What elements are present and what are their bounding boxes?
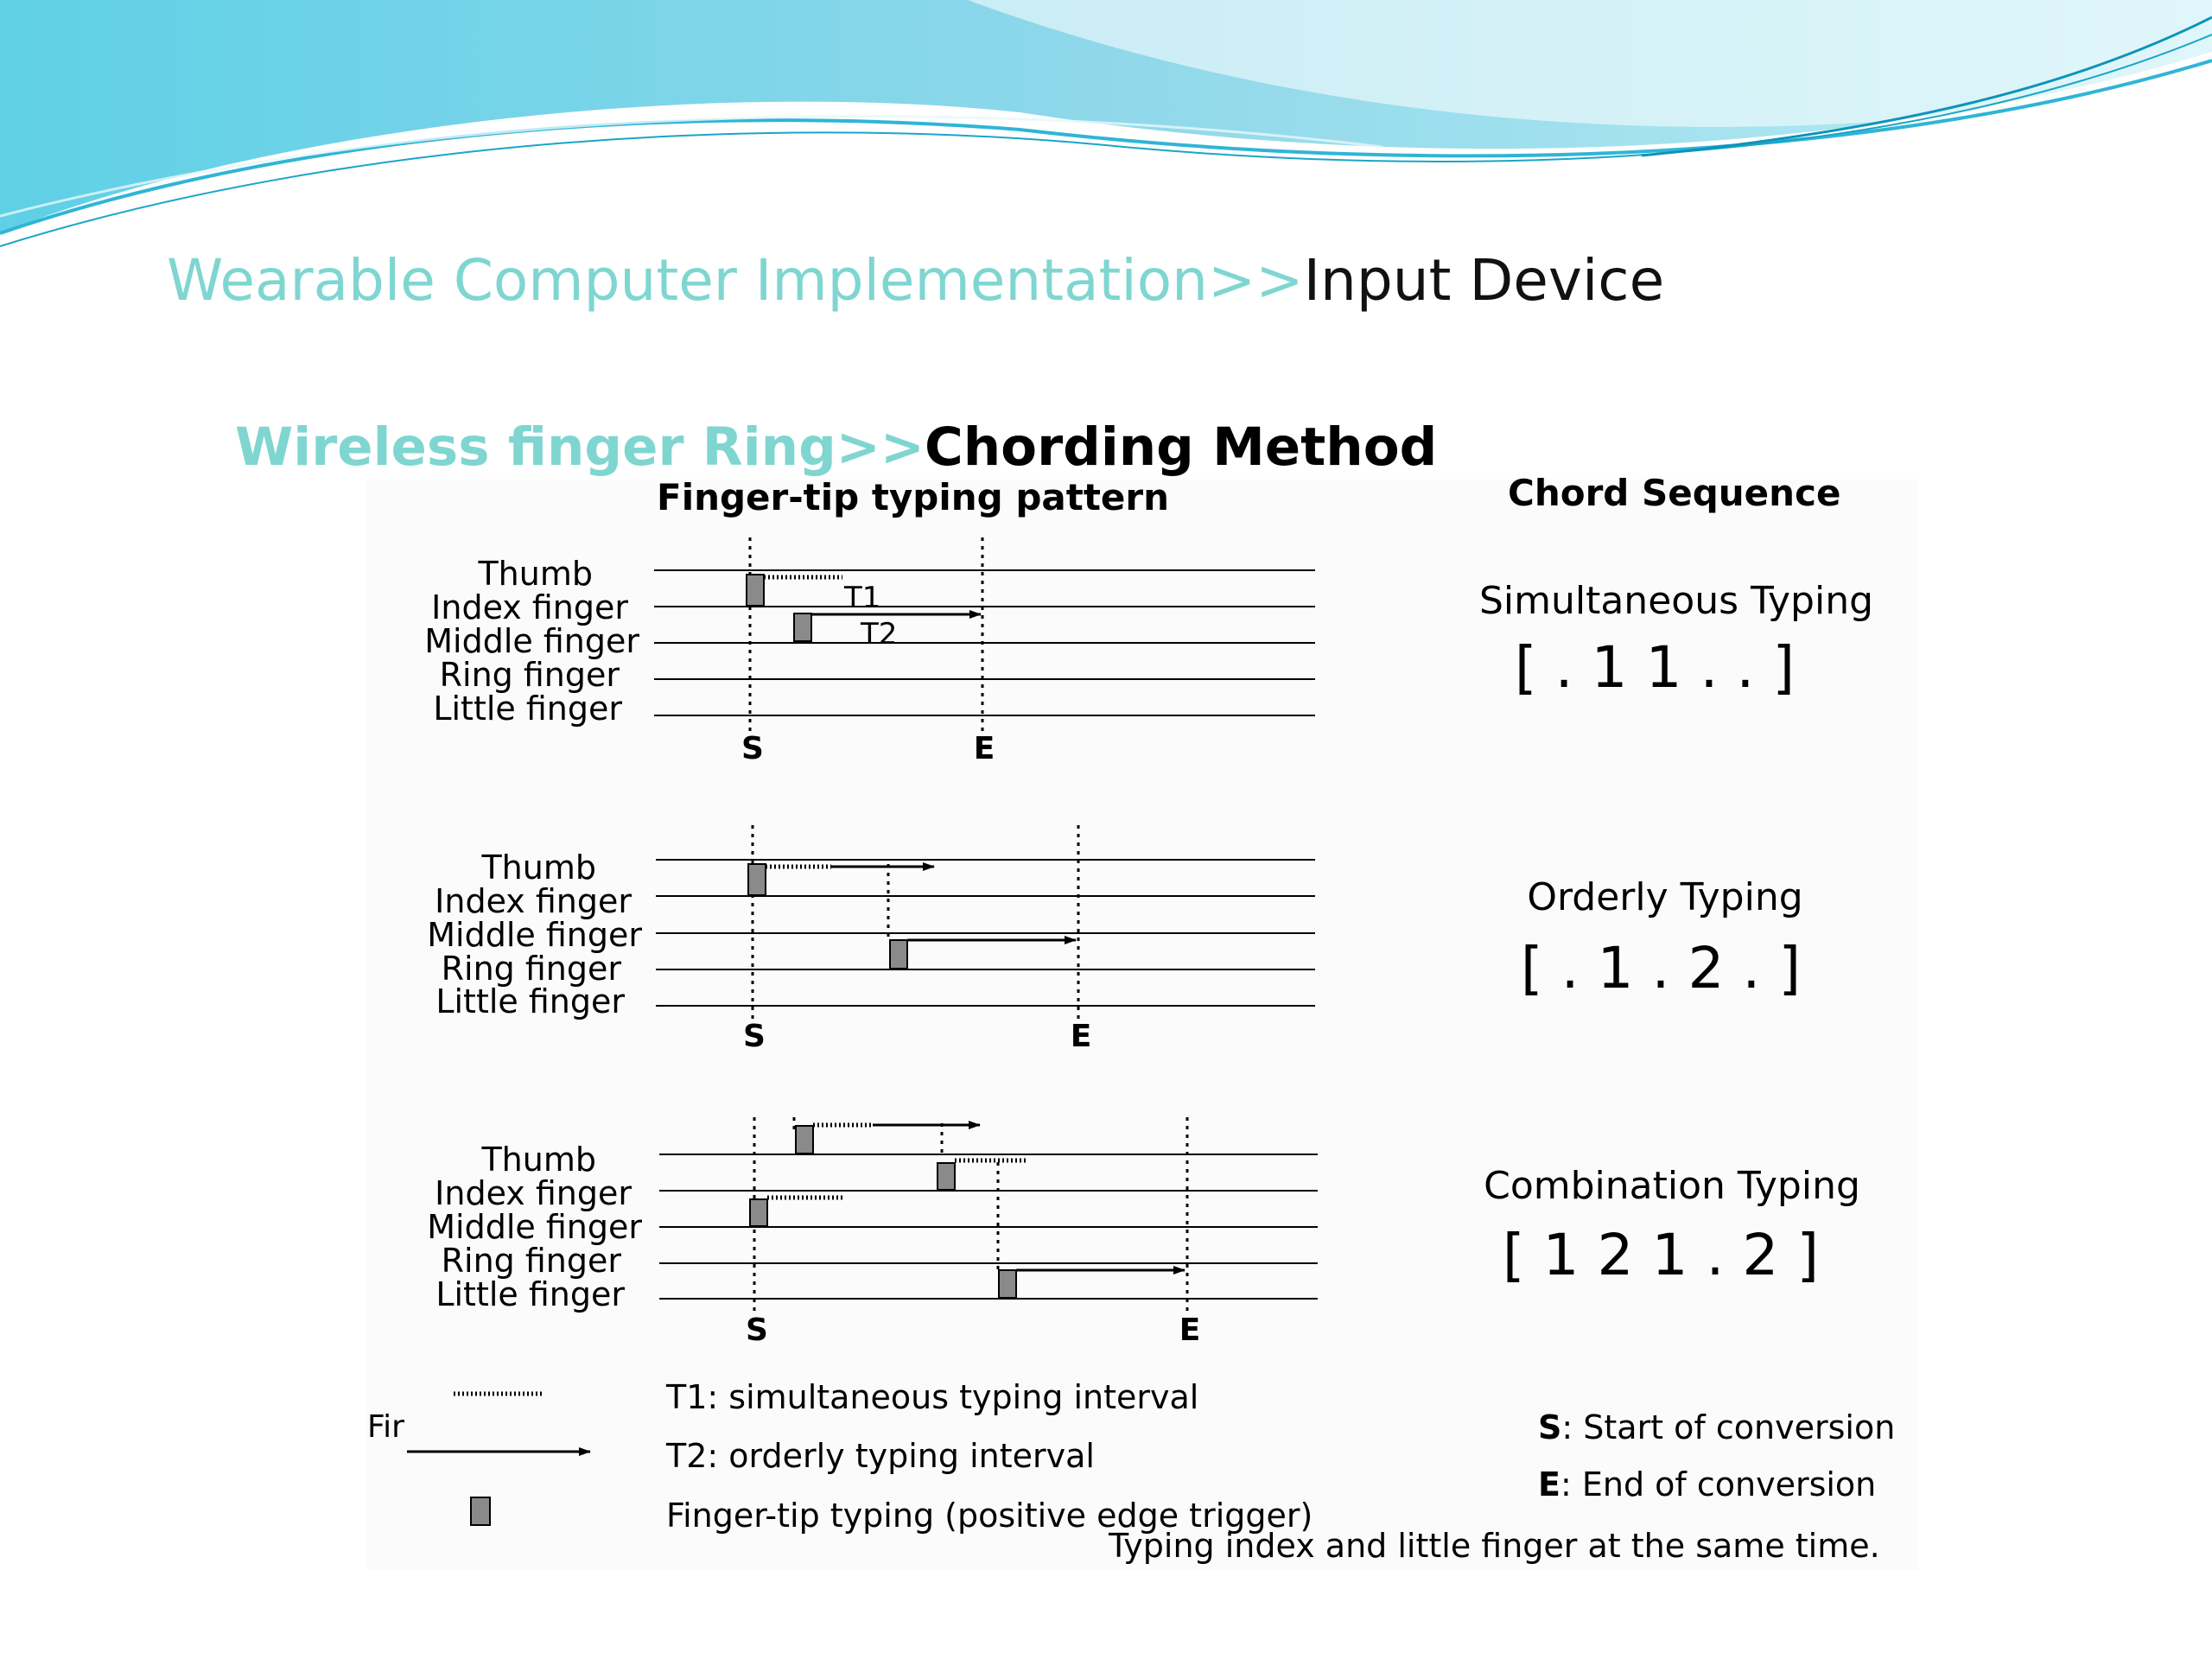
finger-label-thumb: Thumb (481, 1141, 596, 1179)
tip-trigger-box (999, 1270, 1016, 1298)
finger-label-little: Little finger (435, 1275, 625, 1313)
tip-trigger-box (796, 1126, 813, 1154)
tip-trigger-box (938, 1163, 955, 1190)
start-marker: S (746, 1313, 768, 1348)
legend-tip-text: Finger-tip typing (positive edge trigger) (666, 1497, 1313, 1535)
pattern-name: Orderly Typing (1527, 875, 1803, 919)
tip-trigger-box (748, 864, 766, 895)
pattern-name: Combination Typing (1484, 1164, 1860, 1208)
tip-trigger-box (794, 613, 811, 641)
legend-end-text: : End of conversion (1560, 1465, 1877, 1503)
subtitle-prefix: Wireless finger Ring>> (235, 416, 925, 478)
finger-label-thumb: Thumb (481, 849, 596, 887)
legend-end-key: E (1538, 1465, 1560, 1503)
finger-label-index: Index finger (435, 882, 632, 920)
title-prefix: Wearable Computer Implementation>> (167, 247, 1304, 314)
finger-label-ring: Ring finger (441, 950, 621, 988)
finger-label-ring: Ring finger (441, 1242, 621, 1280)
legend-start-text: : Start of conversion (1561, 1408, 1896, 1446)
legend-note: Typing index and little finger at the same time. (1109, 1527, 1880, 1565)
finger-label-middle: Middle finger (427, 1208, 642, 1246)
pattern-name: Simultaneous Typing (1478, 579, 1874, 623)
finger-label-thumb: Thumb (478, 555, 593, 593)
finger-label-middle: Middle finger (427, 916, 642, 954)
start-marker: S (743, 1019, 766, 1054)
pattern-sequence: [ . 1 1 . . ] (1514, 634, 1796, 701)
t1-label: T1 (844, 581, 881, 615)
tip-trigger-box (890, 940, 907, 969)
legend-side-label: Fir (367, 1409, 404, 1445)
finger-label-ring: Ring finger (439, 656, 620, 694)
pattern-sequence: [ 1 2 1 . 2 ] (1502, 1222, 1820, 1288)
finger-label-index: Index finger (435, 1174, 632, 1212)
pattern-group-simultaneous (424, 537, 1873, 766)
t2-label: T2 (861, 617, 898, 652)
finger-label-middle: Middle finger (424, 622, 639, 660)
header-left: Finger-tip typing pattern (657, 476, 1170, 518)
finger-label-index: Index finger (431, 588, 628, 626)
tip-trigger-box (747, 575, 764, 606)
pattern-group-orderly (427, 825, 1802, 1054)
pattern-group-combination (427, 1117, 1860, 1348)
finger-label-little: Little finger (435, 982, 625, 1020)
legend-start-def (1538, 1408, 1895, 1446)
finger-label-little: Little finger (433, 690, 622, 728)
legend-end-def (1538, 1465, 1876, 1503)
header-right: Chord Sequence (1508, 472, 1841, 514)
end-marker: E (973, 731, 995, 766)
tip-trigger-box (750, 1199, 767, 1226)
legend-tip-box (471, 1497, 490, 1525)
legend (367, 1378, 1895, 1565)
end-marker: E (1070, 1019, 1092, 1054)
pattern-sequence: [ . 1 . 2 . ] (1520, 935, 1802, 1001)
subtitle-suffix: Chording Method (924, 416, 1438, 478)
legend-start-key: S (1538, 1408, 1562, 1446)
legend-t1-text: T1: simultaneous typing interval (666, 1378, 1199, 1416)
end-marker: E (1179, 1313, 1201, 1348)
title-suffix: Input Device (1303, 247, 1665, 314)
legend-t2-text: T2: orderly typing interval (666, 1437, 1095, 1475)
start-marker: S (741, 731, 764, 766)
